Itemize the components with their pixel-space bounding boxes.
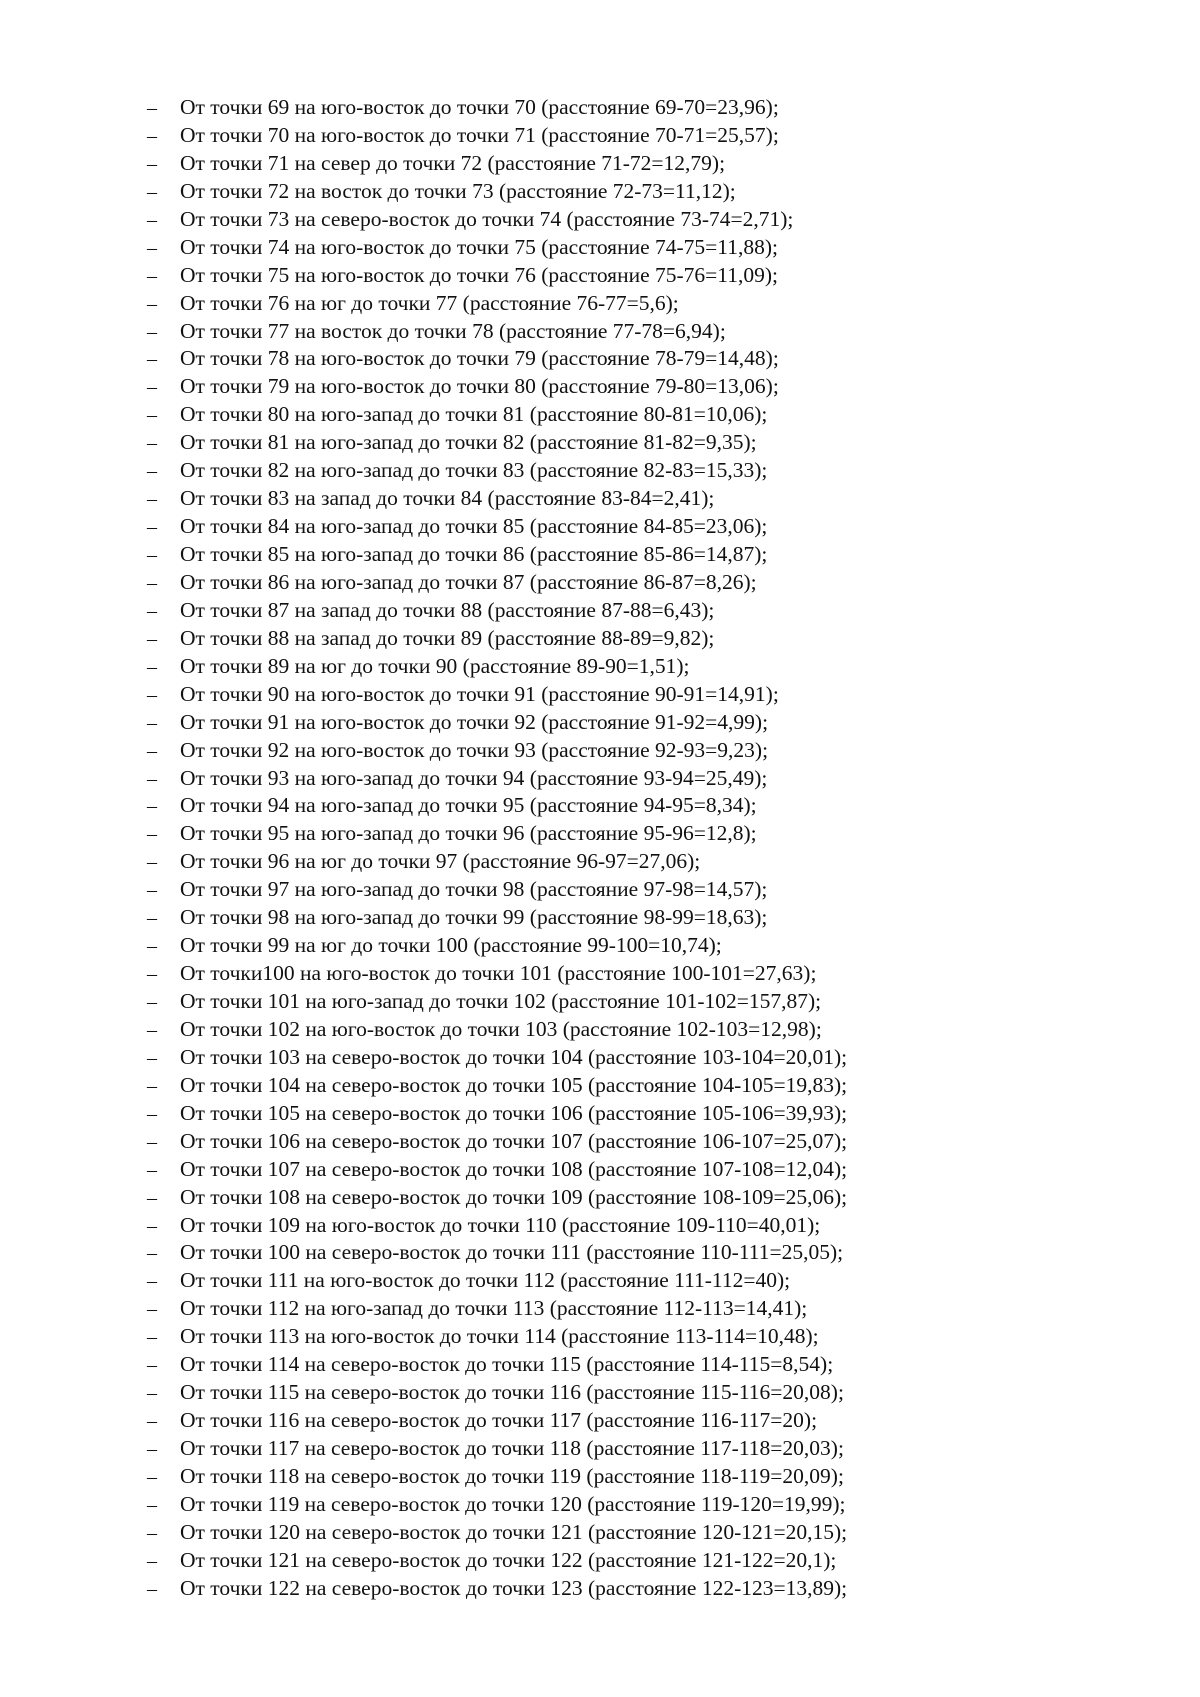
bullet-dash: – (147, 627, 157, 650)
list-item (147, 1072, 847, 1100)
bullet-dash: – (147, 1130, 157, 1153)
list-item-text: От точки 91 на юго-восток до точки 92 (расстояние 91-92=4,99); (180, 709, 769, 734)
list-item (147, 988, 847, 1016)
list-item (147, 178, 847, 206)
list-item-text: От точки 69 на юго-восток до точки 70 (расстояние 69-70=23,96); (180, 95, 779, 119)
list-item-text: От точки 115 на северо-восток до точки 116 (расстояние 115-116=20,08); (180, 1380, 844, 1405)
list-item (147, 960, 847, 988)
list-item (147, 709, 847, 737)
bullet-dash: – (147, 1438, 157, 1460)
list-item-text: От точки 120 на северо-восток до точки 121 (расстояние 120-121=20,15); (180, 1519, 848, 1544)
bullet-dash: – (147, 571, 157, 594)
bullet-dash: – (147, 1158, 157, 1181)
list-item-text: От точки 74 на юго-восток до точки 75 (расстояние 74-75=11,88); (180, 234, 779, 259)
bullet-dash: – (147, 1242, 157, 1265)
bullet-dash: – (147, 1270, 157, 1293)
bullet-dash: – (147, 1493, 157, 1516)
list-item-text: От точки 116 на северо-восток до точки 117 (расстояние 116-117=20); (180, 1408, 818, 1433)
list-item (147, 541, 847, 569)
list-item (147, 513, 847, 541)
boundary-description-list (147, 94, 847, 1603)
list-item (147, 653, 847, 681)
bullet-dash: – (147, 516, 157, 539)
list-item-text: От точки 106 на северо-восток до точки 107 (расстояние 106-107=25,07); (180, 1128, 848, 1153)
bullet-dash: – (147, 655, 157, 678)
list-item-text: От точки 71 на север до точки 72 (расстояние 71-72=12,79); (180, 150, 726, 175)
list-item (147, 1156, 847, 1184)
list-item (147, 262, 847, 290)
bullet-dash: – (147, 1102, 157, 1125)
list-item (147, 318, 847, 346)
list-item-text: От точки 103 на северо-восток до точки 104 (расстояние 103-104=20,01); (180, 1044, 848, 1069)
list-item-text: От точки 82 на юго-запад до точки 83 (расстояние 82-83=15,33); (180, 458, 768, 483)
list-item (147, 457, 847, 485)
list-item (147, 904, 847, 932)
list-item (147, 1491, 847, 1519)
list-item-text: От точки100 на юго-восток до точки 101 (расстояние 100-101=27,63); (180, 961, 817, 986)
list-item-text: От точки 114 на северо-восток до точки 115 (расстояние 114-115=8,54); (180, 1352, 834, 1377)
bullet-dash: – (147, 432, 157, 455)
list-item-text: От точки 113 на юго-восток до точки 114 (расстояние 113-114=10,48); (180, 1324, 819, 1349)
list-item-text: От точки 84 на юго-запад до точки 85 (расстояние 84-85=23,06); (180, 514, 768, 539)
list-item-text: От точки 97 на юго-запад до точки 98 (расстояние 97-98=14,57); (180, 877, 768, 902)
bullet-dash: – (147, 739, 157, 762)
list-item-text: От точки 122 на северо-восток до точки 123 (расстояние 122-123=13,89); (180, 1575, 848, 1600)
list-item (147, 1547, 847, 1575)
bullet-dash: – (147, 292, 157, 315)
list-item (147, 1239, 847, 1267)
list-item-text: От точки 83 на запад до точки 84 (расстояние 83-84=2,41); (180, 486, 715, 511)
bullet-dash: – (147, 152, 157, 175)
list-item (147, 1212, 847, 1240)
bullet-dash: – (147, 1326, 157, 1349)
list-item-text: От точки 101 на юго-запад до точки 102 (расстояние 101-102=157,87); (180, 989, 822, 1013)
list-item-text: От точки 77 на восток до точки 78 (расстояние 77-78=6,94); (180, 318, 726, 343)
bullet-dash: – (147, 683, 157, 706)
bullet-dash: – (147, 1521, 157, 1544)
list-item-text: От точки 92 на юго-восток до точки 93 (расстояние 92-93=9,23); (180, 737, 769, 762)
list-item (147, 820, 847, 848)
bullet-dash: – (147, 97, 157, 119)
bullet-dash: – (147, 264, 157, 287)
bullet-dash: – (147, 544, 157, 566)
list-item (147, 569, 847, 597)
list-item (147, 597, 847, 625)
list-item-text: От точки 96 на юг до точки 97 (расстояние 96-97=27,06); (180, 849, 701, 874)
bullet-dash: – (147, 1074, 157, 1097)
list-item (147, 932, 847, 960)
list-item-text: От точки 118 на северо-восток до точки 119 (расстояние 118-119=20,09); (180, 1463, 844, 1488)
list-item-text: От точки 117 на северо-восток до точки 118 (расстояние 117-118=20,03); (180, 1436, 844, 1460)
bullet-dash: – (147, 124, 157, 147)
bullet-dash: – (147, 1214, 157, 1237)
list-item (147, 1379, 847, 1407)
list-item-text: От точки 104 на северо-восток до точки 105 (расстояние 104-105=19,83); (180, 1072, 848, 1097)
bullet-dash: – (147, 1382, 157, 1405)
list-item-text: От точки 73 на северо-восток до точки 74 (расстояние 73-74=2,71); (180, 206, 794, 231)
list-item (147, 792, 847, 820)
list-item (147, 122, 847, 150)
list-item (147, 485, 847, 513)
bullet-dash: – (147, 1298, 157, 1321)
bullet-dash: – (147, 711, 157, 734)
list-item-text: От точки 100 на северо-восток до точки 111 (расстояние 110-111=25,05); (180, 1240, 844, 1265)
list-item-text: От точки 85 на юго-запад до точки 86 (расстояние 85-86=14,87); (180, 542, 768, 566)
list-item (147, 1128, 847, 1156)
list-item (147, 1575, 847, 1603)
list-item-text: От точки 86 на юго-запад до точки 87 (расстояние 86-87=8,26); (180, 569, 757, 594)
list-item-text: От точки 107 на северо-восток до точки 108 (расстояние 107-108=12,04); (180, 1156, 848, 1181)
list-item (147, 1295, 847, 1323)
bullet-dash: – (147, 1186, 157, 1209)
list-item (147, 1044, 847, 1072)
bullet-dash: – (147, 1410, 157, 1433)
list-item (147, 429, 847, 457)
list-item-text: От точки 99 на юг до точки 100 (расстояние 99-100=10,74); (180, 933, 722, 958)
bullet-dash: – (147, 599, 157, 622)
bullet-dash: – (147, 1018, 157, 1041)
bullet-dash: – (147, 991, 157, 1013)
list-item (147, 737, 847, 765)
list-item-text: От точки 90 на юго-восток до точки 91 (расстояние 90-91=14,91); (180, 681, 779, 706)
list-item (147, 681, 847, 709)
list-item (147, 1519, 847, 1547)
list-item-text: От точки 102 на юго-восток до точки 103 (расстояние 102-103=12,98); (180, 1016, 822, 1041)
list-item (147, 1463, 847, 1491)
bullet-dash: – (147, 404, 157, 427)
list-item-text: От точки 109 на юго-восток до точки 110 (расстояние 109-110=40,01); (180, 1212, 821, 1237)
list-item-text: От точки 89 на юг до точки 90 (расстояние 89-90=1,51); (180, 653, 690, 678)
bullet-dash: – (147, 1354, 157, 1377)
list-item (147, 1351, 847, 1379)
bullet-dash: – (147, 1577, 157, 1600)
bullet-dash: – (147, 907, 157, 930)
list-item-text: От точки 94 на юго-запад до точки 95 (расстояние 94-95=8,34); (180, 793, 757, 818)
list-item-text: От точки 81 на юго-запад до точки 82 (расстояние 81-82=9,35); (180, 430, 757, 455)
list-item-text: От точки 119 на северо-восток до точки 120 (расстояние 119-120=19,99); (180, 1491, 846, 1516)
list-item (147, 373, 847, 401)
list-item (147, 1016, 847, 1044)
bullet-dash: – (147, 1549, 157, 1572)
list-item-text: От точки 79 на юго-восток до точки 80 (расстояние 79-80=13,06); (180, 374, 779, 399)
bullet-dash: – (147, 963, 157, 986)
list-item-text: От точки 108 на северо-восток до точки 109 (расстояние 108-109=25,06); (180, 1184, 848, 1209)
list-item (147, 150, 847, 178)
list-item (147, 876, 847, 904)
list-item-text: От точки 105 на северо-восток до точки 106 (расстояние 105-106=39,93); (180, 1100, 848, 1125)
list-item (147, 1407, 847, 1435)
list-item (147, 290, 847, 318)
list-item-text: От точки 93 на юго-запад до точки 94 (расстояние 93-94=25,49); (180, 765, 768, 790)
list-item-text: От точки 76 на юг до точки 77 (расстояние 76-77=5,6); (180, 290, 679, 315)
bullet-dash: – (147, 460, 157, 483)
bullet-dash: – (147, 1465, 157, 1488)
list-item (147, 345, 847, 373)
list-item (147, 206, 847, 234)
bullet-dash: – (147, 1046, 157, 1069)
list-item-text: От точки 75 на юго-восток до точки 76 (расстояние 75-76=11,09); (180, 262, 779, 287)
bullet-dash: – (147, 767, 157, 790)
bullet-dash: – (147, 795, 157, 818)
bullet-dash: – (147, 851, 157, 874)
bullet-dash: – (147, 935, 157, 958)
list-item (147, 1323, 847, 1351)
bullet-dash: – (147, 879, 157, 902)
list-item (147, 625, 847, 653)
list-item (147, 401, 847, 429)
bullet-dash: – (147, 823, 157, 846)
bullet-dash: – (147, 320, 157, 343)
bullet-dash: – (147, 180, 157, 203)
list-item-text: От точки 112 на юго-запад до точки 113 (расстояние 112-113=14,41); (180, 1296, 808, 1321)
list-item-text: От точки 98 на юго-запад до точки 99 (расстояние 98-99=18,63); (180, 905, 768, 930)
list-item-text: От точки 78 на юго-восток до точки 79 (расстояние 78-79=14,48); (180, 346, 779, 371)
bullet-dash: – (147, 348, 157, 371)
list-item (147, 1267, 847, 1295)
list-item-text: От точки 121 на северо-восток до точки 122 (расстояние 121-122=20,1); (180, 1547, 837, 1572)
list-item-text: От точки 80 на юго-запад до точки 81 (расстояние 80-81=10,06); (180, 402, 768, 427)
list-item-text: От точки 87 на запад до точки 88 (расстояние 87-88=6,43); (180, 597, 715, 622)
bullet-dash: – (147, 488, 157, 511)
list-item-text: От точки 72 на восток до точки 73 (расстояние 72-73=11,12); (180, 178, 736, 203)
list-item (147, 1435, 847, 1463)
list-item (147, 1100, 847, 1128)
list-item-text: От точки 70 на юго-восток до точки 71 (расстояние 70-71=25,57); (180, 122, 779, 147)
bullet-dash: – (147, 236, 157, 259)
list-item-text: От точки 95 на юго-запад до точки 96 (расстояние 95-96=12,8); (180, 821, 757, 846)
list-item (147, 94, 847, 122)
list-item-text: От точки 88 на запад до точки 89 (расстояние 88-89=9,82); (180, 625, 715, 650)
list-item (147, 848, 847, 876)
list-item-text: От точки 111 на юго-восток до точки 112 (расстояние 111-112=40); (180, 1268, 791, 1293)
list-item (147, 765, 847, 793)
bullet-dash: – (147, 208, 157, 231)
list-item (147, 234, 847, 262)
list-item (147, 1184, 847, 1212)
bullet-dash: – (147, 376, 157, 399)
